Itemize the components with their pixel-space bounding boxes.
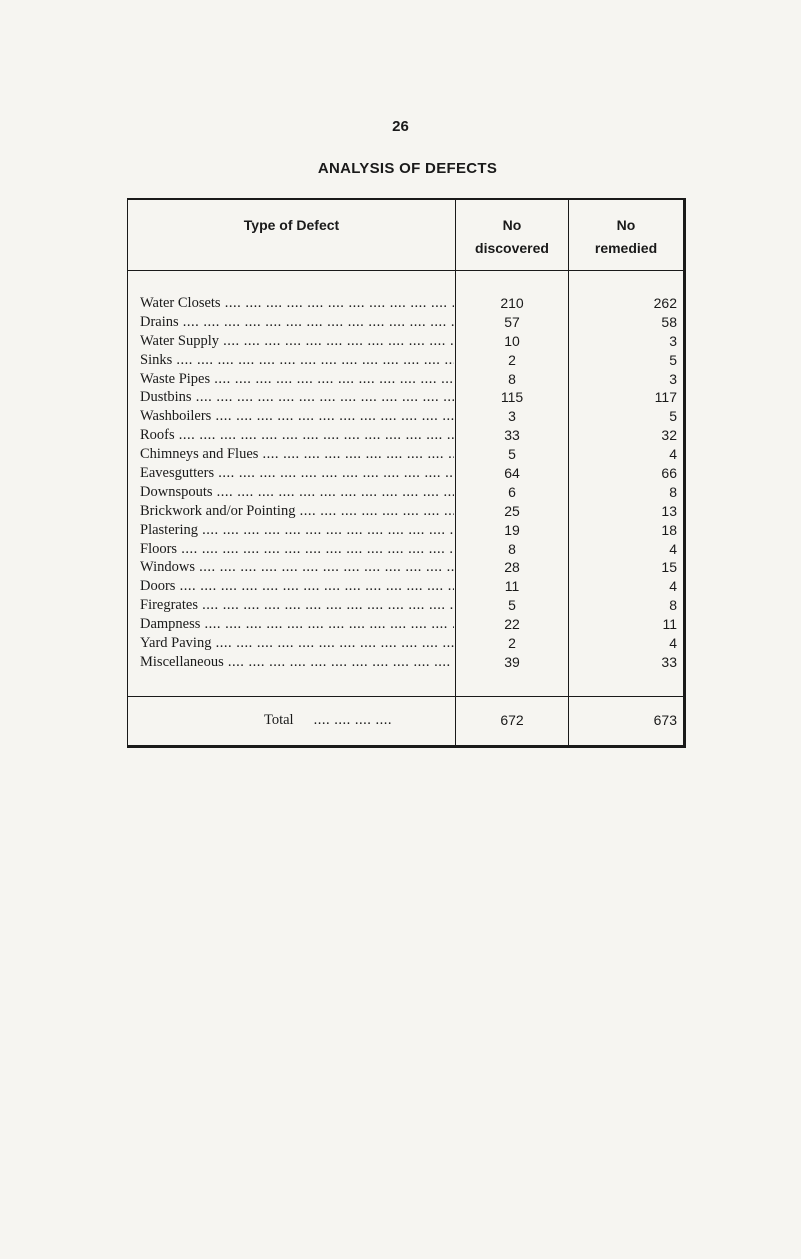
- table-row: [128, 483, 683, 502]
- page-number: 26: [392, 118, 409, 135]
- defect-name: Roofs ....: [140, 426, 454, 445]
- discovered-count: 33: [504, 427, 520, 444]
- header-remedied-line1: No: [616, 217, 636, 233]
- table-row: [128, 521, 683, 540]
- defect-name: Yard Paving ....: [140, 634, 454, 653]
- header-discovered-line1: No: [502, 217, 522, 233]
- header-no-remedied: [569, 214, 683, 260]
- remedied-count: 117: [654, 389, 677, 406]
- header-type-of-defect: Type of Defect: [243, 217, 340, 233]
- table-row: [128, 464, 683, 483]
- total-remedied: 673: [653, 712, 677, 728]
- discovered-count: 115: [500, 389, 524, 406]
- page-title: ANALYSIS OF DEFECTS: [317, 160, 498, 177]
- header-discovered-line2: discovered: [475, 240, 549, 256]
- total-row: [128, 710, 683, 730]
- table-row: [128, 653, 683, 672]
- remedied-count: 3: [669, 370, 677, 387]
- defect-name: Brickwork and/or Pointing ....: [140, 502, 454, 521]
- discovered-count: 64: [504, 465, 520, 482]
- discovered-count: 19: [504, 521, 520, 538]
- discovered-count: 210: [500, 295, 524, 311]
- remedied-count: 18: [661, 521, 677, 538]
- defect-name: Water Closets ....: [140, 294, 454, 313]
- discovered-count: 5: [508, 446, 516, 463]
- table-row: [128, 577, 683, 596]
- remedied-count: 66: [661, 465, 677, 482]
- remedied-count: 13: [661, 502, 677, 519]
- remedied-count: 15: [661, 559, 677, 576]
- remedied-count: 262: [653, 295, 677, 311]
- table-row: [128, 426, 683, 445]
- defect-name: Eavesgutters ....: [140, 464, 454, 483]
- defect-name: Plastering ....: [140, 521, 454, 540]
- table-row: [128, 388, 683, 407]
- table-row: [128, 407, 683, 426]
- table-row: [128, 313, 683, 332]
- discovered-count: 10: [504, 332, 520, 349]
- table-body: [128, 294, 683, 672]
- table-row: [128, 558, 683, 577]
- table-row: [128, 615, 683, 634]
- defect-name: Chimneys and Flues ....: [140, 445, 454, 464]
- discovered-count: 57: [504, 313, 520, 330]
- table-row: [128, 445, 683, 464]
- total-dots: .... .... .... ....: [313, 712, 392, 728]
- discovered-count: 8: [508, 540, 516, 557]
- discovered-count: 3: [508, 408, 516, 425]
- defect-name: Washboilers ....: [140, 407, 454, 426]
- remedied-count: 5: [669, 408, 677, 425]
- discovered-count: 2: [508, 351, 516, 368]
- remedied-count: 11: [662, 616, 677, 633]
- remedied-count: 4: [669, 578, 677, 595]
- defect-name: Sinks ....: [140, 351, 454, 370]
- remedied-count: 4: [669, 635, 677, 652]
- defect-name: Firegrates ....: [140, 596, 454, 615]
- discovered-count: 25: [504, 502, 520, 519]
- defect-name: Doors ....: [140, 577, 454, 596]
- remedied-count: 33: [661, 653, 677, 670]
- discovered-count: 2: [508, 635, 516, 652]
- table-row: [128, 502, 683, 521]
- defects-table: [127, 198, 686, 748]
- discovered-count: 8: [508, 370, 516, 387]
- discovered-count: 5: [508, 597, 516, 614]
- table-row: [128, 540, 683, 559]
- defect-name: Windows ....: [140, 558, 454, 577]
- defect-name: Miscellaneous ....: [140, 653, 454, 672]
- defect-name: Drains ....: [140, 313, 454, 332]
- table-row: [128, 596, 683, 615]
- defect-name: Dampness ....: [140, 615, 454, 634]
- discovered-count: 39: [504, 653, 520, 670]
- discovered-count: 28: [504, 559, 520, 576]
- defect-name: Waste Pipes ....: [140, 370, 454, 389]
- remedied-count: 32: [661, 427, 677, 444]
- total-label-text: Total: [264, 712, 294, 728]
- defect-name: Dustbins ....: [140, 388, 454, 407]
- table-row: [128, 634, 683, 653]
- defect-name: Downspouts ....: [140, 483, 454, 502]
- header-no-discovered: [456, 214, 568, 260]
- total-label: [264, 710, 454, 730]
- total-discovered: 672: [500, 712, 524, 728]
- remedied-count: 4: [669, 540, 677, 557]
- table-row: [128, 332, 683, 351]
- header-remedied-line2: remedied: [594, 240, 658, 256]
- defect-name: Water Supply ....: [140, 332, 454, 351]
- discovered-count: 6: [508, 483, 516, 500]
- remedied-count: 4: [669, 446, 677, 463]
- remedied-count: 8: [669, 483, 677, 500]
- remedied-count: 3: [669, 332, 677, 349]
- discovered-count: 22: [504, 616, 520, 633]
- total-divider: [128, 696, 683, 697]
- discovered-count: 11: [504, 578, 520, 595]
- header-divider: [128, 270, 683, 271]
- defect-name: Floors ....: [140, 540, 454, 559]
- table-row: [128, 351, 683, 370]
- remedied-count: 58: [661, 313, 677, 330]
- remedied-count: 5: [669, 351, 677, 368]
- table-row: [128, 294, 683, 313]
- remedied-count: 8: [669, 597, 677, 614]
- table-row: [128, 370, 683, 389]
